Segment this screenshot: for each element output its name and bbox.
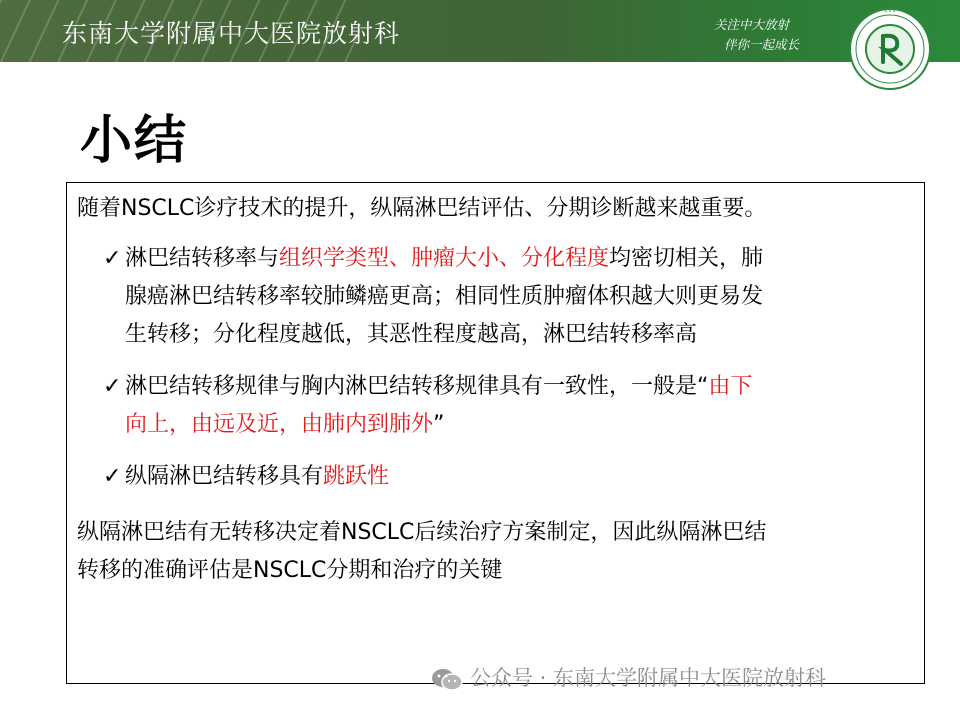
content-box — [66, 182, 925, 684]
svg-text:* * *: * * * — [884, 10, 896, 16]
bullet-2-highlight: 由下 — [708, 374, 753, 399]
watermark — [430, 663, 826, 693]
watermark-text: 公众号 · 东南大学附属中大医院放射科 — [470, 666, 827, 690]
bullet-1-line-2: 腺癌淋巴结转移率较肺鳞癌更高；相同性质肿瘤体积越大则更易发 — [125, 284, 764, 309]
bullet-3-text: 纵隔淋巴结转移具有 — [125, 464, 324, 489]
bullet-2-highlight-cont: 向上，由远及近，由肺内到肺外 — [125, 412, 434, 437]
bullet-1-line-3: 生转移；分化程度越低，其恶性程度越高，淋巴结转移率高 — [125, 322, 698, 347]
bullet-2-quote-close: ” — [433, 412, 445, 437]
bullet-1-line-1 — [103, 241, 763, 277]
header-title: 东南大学附属中大医院放射科 — [62, 19, 401, 48]
hospital-logo-icon — [847, 6, 933, 92]
bullet-3-highlight: 跳跃性 — [323, 464, 390, 489]
checkmark-icon: ✓ — [103, 246, 122, 271]
conclusion-line-1: 纵隔淋巴结有无转移决定着NSCLC后续治疗方案制定，因此纵隔淋巴结 — [77, 520, 767, 545]
bullet-1-text: 淋巴结转移率与 — [125, 246, 280, 271]
conclusion-line-2: 转移的准确评估是NSCLC分期和治疗的关键 — [77, 558, 503, 583]
bullet-2-line-2 — [125, 407, 444, 443]
slogan-line-1: 关注中大放射 — [714, 17, 790, 32]
wechat-icon — [430, 667, 464, 691]
intro-text: 随着NSCLC诊疗技术的提升，纵隔淋巴结评估、分期诊断越来越重要。 — [77, 196, 767, 221]
checkmark-icon: ✓ — [103, 464, 122, 489]
bullet-3-line-1 — [103, 459, 389, 495]
bullet-2-line-1 — [103, 369, 752, 405]
bullet-1-highlight: 组织学类型、肿瘤大小、分化程度 — [279, 246, 610, 271]
bullet-1-text-end: 均密切相关，肺 — [609, 246, 764, 271]
header-slogan — [714, 15, 799, 55]
bullet-2-text: 淋巴结转移规律与胸内淋巴结转移规律具有一致性，一般是“ — [125, 374, 709, 399]
slogan-line-2: 伴你一起成长 — [724, 37, 800, 52]
header-band — [0, 0, 960, 62]
checkmark-icon: ✓ — [103, 374, 122, 399]
page-title: 小结 — [80, 111, 189, 171]
